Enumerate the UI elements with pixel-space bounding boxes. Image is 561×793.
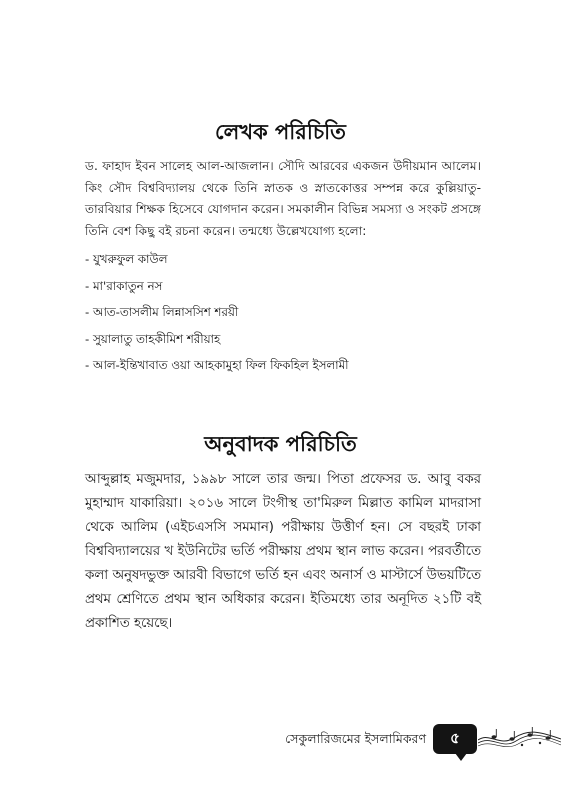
list-item: - আল-ইন্তিখাবাত ওয়া আহকামুহা ফিল ফিকহিল ইসলামী [85,358,349,372]
author-works-list [85,249,481,382]
running-book-title: সেকুলারিজমের ইসলামিকরণ [285,731,426,746]
list-item: - আত-তাসলীম লিন্নাসসিশ শরয়ী [85,305,239,319]
author-section-heading: লেখক পরিচিতি [215,120,346,144]
translator-section-heading: অনুবাদক পরিচিতি [204,432,357,456]
page-footer [0,723,561,755]
page-number-badge [433,724,477,754]
list-item: - মা'রাকাতুন নস [85,278,163,293]
page-number: ৫ [450,728,460,747]
author-bio-paragraph: ড. ফাহাদ ইবন সালেহ আল-আজলান। সৌদি আরবের একজন উদীয়মান আলেম। কিং সৌদ বিশ্ববিদ্যালয় থেকে তিনি স্নাতক ও স্নাতকোত্তর সম্পন্ন করে কুল্লিয়াতু-তারবিয়ার শিক্ষক হিসেবে যোগদান করেন। সমকালীন বিভিন্ন সমস্যা ও সংকট প্রসঙ্গে তিনি বেশ কিছু বই রচনা করেন। তন্মধ্যে উল্লেখযোগ্য হলো: [85,159,481,238]
translator-bio-paragraph: আব্দুল্লাহ মজুমদার, ১৯৯৮ সালে তার জন্ম। পিতা প্রফেসর ড. আবু বকর মুহাম্মাদ যাকারিয়া। ২০১৬ সালে টংগীস্থ তা'মিরুল মিল্লাত কামিল মাদরাসা থেকে আলিম (এইচএসসি সমমান) পরীক্ষায় উত্তীর্ণ হন। সে বছরই ঢাকা বিশ্ববিদ্যালয়ের খ ইউনিটের ভর্তি পরীক্ষায় প্রথম স্থান লাভ করেন। পরবর্তীতে কলা অনুষদভুক্ত আরবী বিভাগে ভর্তি হন এবং অনার্স ও মাস্টার্সে উভয়টিতে প্রথম শ্রেণিতে প্রথম স্থান অধিকার করেন। ইতিমধ্যে তার অনূদিত ২১টি বই প্রকাশিত হয়েছে। [85,472,481,631]
music-notes-wave-icon [478,725,561,753]
list-item: - যুখরুফুল কাউল [85,252,168,266]
list-item: - সুয়ালাতু তাহকীমিশ শরীয়াহ [85,331,221,346]
